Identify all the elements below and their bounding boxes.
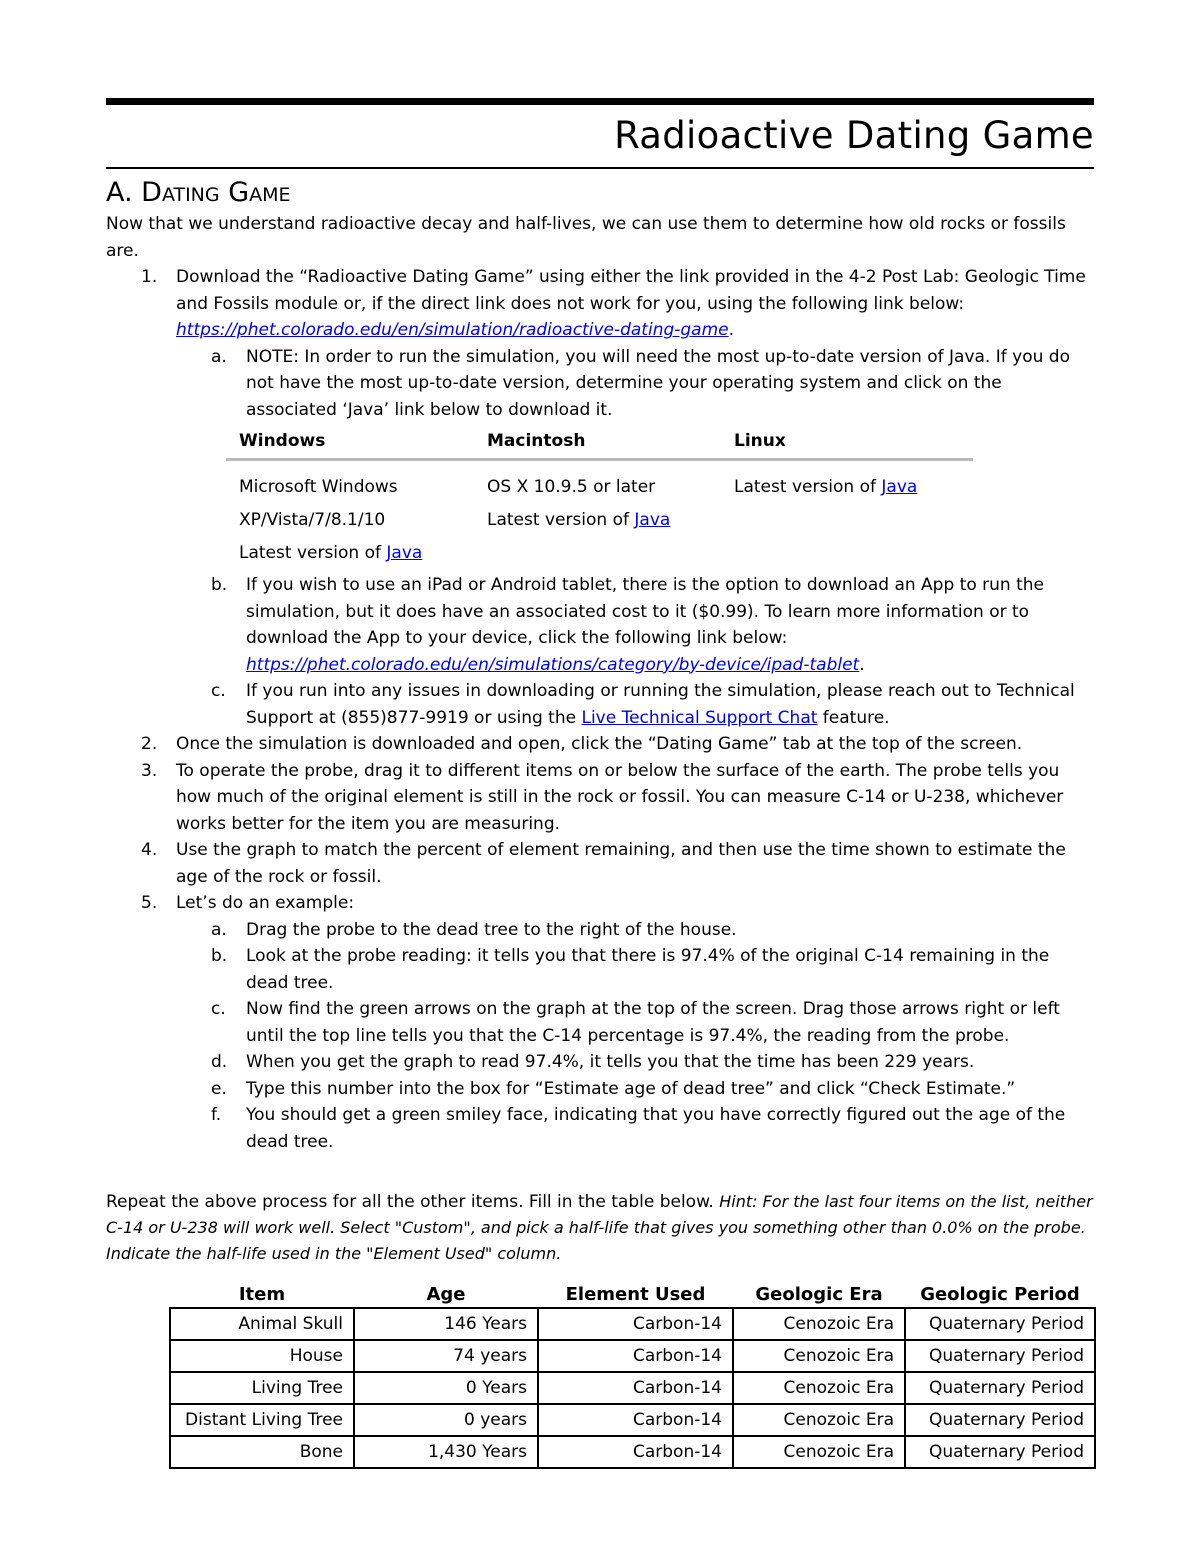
os-header-mac: Macintosh bbox=[487, 431, 586, 451]
table-row: Distant Living Tree 0 years Carbon-14 Cenozoic Era Quaternary Period bbox=[170, 1404, 1095, 1436]
repeat-paragraph: Repeat the above process for all the other items. Fill in the table below. Hint: For the last four items on the list, neither C-14 or U-238 will work well. Select "Custom", and pick a half-life that gives you something other than 0.0% on the probe. Indicate the half-life used in the "Element Used" column. bbox=[106, 1192, 1093, 1263]
os-col-linux: Latest version of Java bbox=[734, 477, 918, 497]
sub-item: e. Type this number into the box for “Estimate age of dead tree” and click “Check Estimate.” bbox=[211, 1078, 1016, 1099]
results-table bbox=[169, 1281, 1096, 1469]
sub-item: b. If you wish to use an iPad or Android tablet, there is the option to download an App to run the simulation, but it does have an associated cost to it ($0.99). To learn more information or to download the App to your device, click the following link below: https://phet.colorado.edu/en/simulations/category/by-device/ipad-tablet. bbox=[211, 575, 1044, 675]
os-col-windows: Microsoft Windows XP/Vista/7/8.1/10 Latest version of Java bbox=[239, 477, 423, 563]
top-rule bbox=[106, 98, 1094, 105]
table-row: Living Tree 0 Years Carbon-14 Cenozoic Era Quaternary Period bbox=[170, 1372, 1095, 1404]
table-row: Animal Skull 146 Years Carbon-14 Cenozoic Era Quaternary Period bbox=[170, 1308, 1095, 1340]
table-row: Bone 1,430 Years Carbon-14 Cenozoic Era Quaternary Period bbox=[170, 1436, 1095, 1468]
section-heading: A. Dating Game bbox=[106, 177, 291, 208]
col-header-age: Age bbox=[426, 1283, 466, 1305]
col-header-item: Item bbox=[238, 1283, 286, 1305]
list-item: 4. Use the graph to match the percent of element remaining, and then use the time shown to estimate the age of the rock or fossil. bbox=[141, 840, 1066, 887]
os-header-windows: Windows bbox=[239, 431, 326, 451]
sub-item: c. If you run into any issues in downloading or running the simulation, please reach out to Technical Support at (855)877-9919 or using the Live Technical Support Chat feature. bbox=[211, 681, 1075, 728]
java-link-mac[interactable]: Java bbox=[634, 510, 671, 530]
ipad-tablet-link[interactable]: https://phet.colorado.edu/en/simulations/category/by-device/ipad-tablet bbox=[246, 654, 860, 675]
intro-paragraph: Now that we understand radioactive decay and half-lives, we can use them to determine how old rocks or fossils are. bbox=[106, 214, 1066, 261]
step1-text: Download the “Radioactive Dating Game” using either the link provided in the 4-2 Post Lab: Geologic Time and Fossils module or, if the direct link does not work for you, using the following link below: bbox=[176, 267, 1086, 314]
table-row: House 74 years Carbon-14 Cenozoic Era Quaternary Period bbox=[170, 1340, 1095, 1372]
sub-item: a. Drag the probe to the dead tree to the right of the house. bbox=[211, 919, 737, 940]
live-support-chat-link[interactable]: Live Technical Support Chat bbox=[581, 707, 818, 728]
col-header-era: Geologic Era bbox=[755, 1283, 883, 1305]
col-header-period: Geologic Period bbox=[920, 1283, 1080, 1305]
os-table bbox=[226, 426, 973, 570]
document-page bbox=[106, 98, 1094, 1267]
sub-item: c. Now find the green arrows on the graph at the top of the screen. Drag those arrows right or left until the top line tells you that the C-14 percentage is 97.4%, the reading from the probe. bbox=[211, 999, 1060, 1046]
java-link-windows[interactable]: Java bbox=[386, 543, 423, 563]
list-item: 3. To operate the probe, drag it to different items on or below the surface of the earth. The probe tells you how much of the original element is still in the rock or fossil. You can measure C-14 or U-238, whichever works better for the item you are measuring. bbox=[141, 760, 1064, 834]
col-header-element: Element Used bbox=[565, 1283, 706, 1305]
sub-item: a. NOTE: In order to run the simulation, you will need the most up-to-date version of Java. If you do not have the most up-to-date version, determine your operating system and click on the associated ‘Java’ link below to download it. bbox=[211, 346, 1070, 420]
sub-item: b. Look at the probe reading: it tells you that there is 97.4% of the original C-14 remaining in the dead tree. bbox=[211, 946, 1050, 993]
hint-text: Hint: For the last four items on the list, neither C-14 or U-238 will work well. Select "Custom", and pick a half-life that gives you something other than 0.0% on the probe. Indicate the half-life used in the "Element Used" column. bbox=[106, 1192, 1093, 1263]
sub-item: d. When you get the graph to read 97.4%, it tells you that the time has been 229 years. bbox=[211, 1052, 975, 1072]
sub-item: f. You should get a green smiley face, indicating that you have correctly figured out the age of the dead tree. bbox=[211, 1105, 1066, 1152]
phet-simulation-link[interactable]: https://phet.colorado.edu/en/simulation/radioactive-dating-game bbox=[176, 320, 729, 340]
list-item: 2. Once the simulation is downloaded and open, click the “Dating Game” tab at the top of the screen. bbox=[141, 734, 1023, 754]
page-title: Radioactive Dating Game bbox=[614, 114, 1094, 157]
list-item: 1. Download the “Radioactive Dating Game” using either the link provided in the 4-2 Post Lab: Geologic Time and Fossils module or, if the direct link does not work for you, using the following link below: https://phet.colorado.edu/en/simulation/radioactive-dating-game. bbox=[141, 267, 1086, 340]
title-rule bbox=[106, 167, 1094, 169]
list-item: 5. Let’s do an example: bbox=[141, 893, 355, 913]
java-link-linux[interactable]: Java bbox=[881, 477, 918, 497]
os-col-mac: OS X 10.9.5 or later Latest version of Java bbox=[487, 477, 671, 530]
os-header-linux: Linux bbox=[734, 431, 786, 451]
